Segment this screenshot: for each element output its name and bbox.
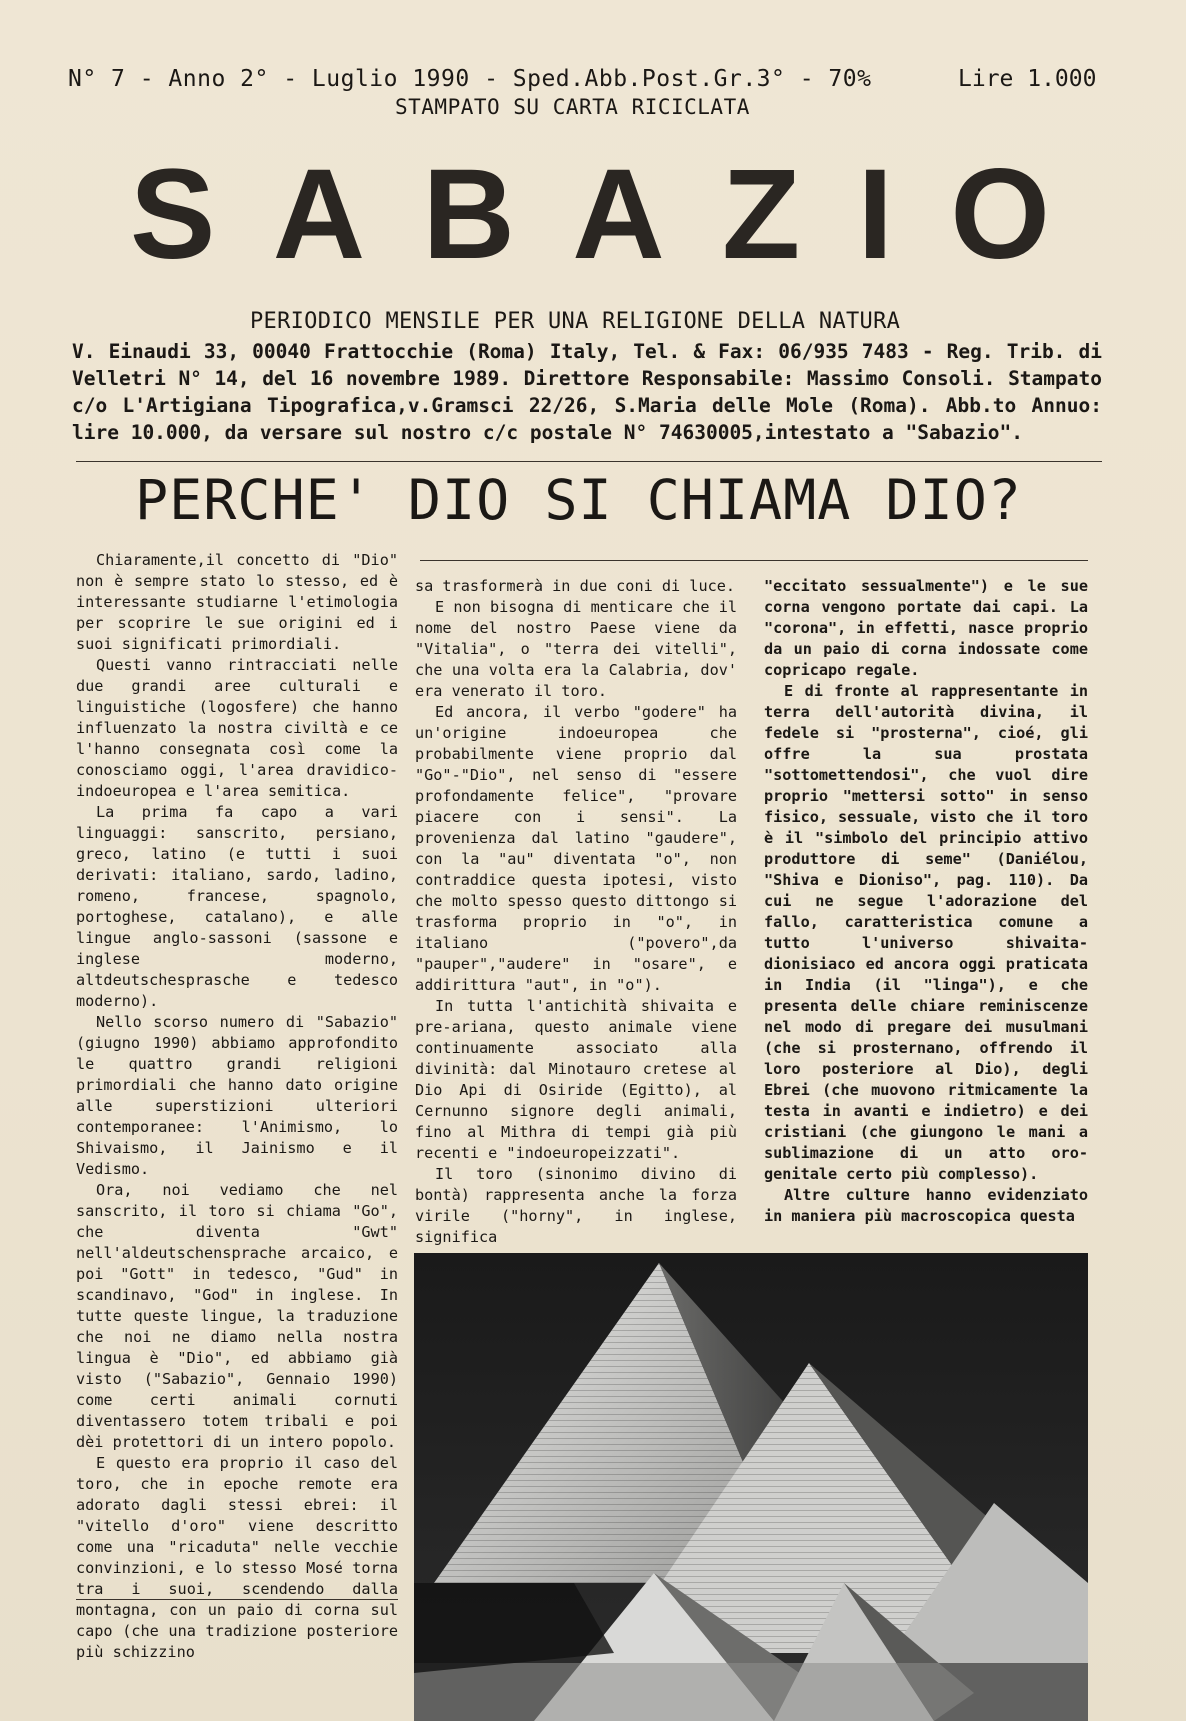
paragraph: E questo era proprio il caso del toro, che in epoche remote era adorato dagli stessi ebrei: il "vitello d'oro" viene descritto come una "ricaduta" nelle vecchie convinzioni, e lo stesso Mosé torna tra i suoi, scendendo dalla montagna, con un paio di corna sul capo (che una tradizione posteriore più schizzino (76, 1454, 398, 1661)
column-top-rule (420, 560, 1088, 561)
masthead-letter: A (272, 143, 366, 286)
paragraph: sa trasformerà in due coni di luce. (415, 577, 736, 595)
column-bottom-rule (76, 1599, 398, 1600)
masthead-letter: I (857, 143, 894, 286)
pyramids-photo (414, 1253, 1088, 1721)
issue-line: N° 7 - Anno 2° - Luglio 1990 - Sped.Abb.Post.Gr.3° - 70% (68, 66, 872, 92)
article-headline: PERCHE' DIO SI CHIAMA DIO? (135, 468, 1022, 532)
article-column-3 (764, 576, 1088, 1227)
price: Lire 1.000 (958, 66, 1097, 92)
paragraph: Chiaramente,il concetto di "Dio" non è sempre stato lo stesso, ed è interessante studiarne l'etimologia per scoprire le sue origini ed i suoi significati primordiali. (76, 551, 398, 653)
paragraph: La prima fa capo a vari linguaggi: sanscrito, persiano, greco, latino (e tutti i suoi derivati: italiano, sardo, ladino, romeno, francese, spagnolo, portoghese, catalano), e alle lingue anglo-sassoni (sassone e inglese moderno, altdeutschesprasche e tedesco moderno). (76, 803, 398, 1010)
paragraph: Ed ancora, il verbo "godere" ha un'origine indoeuropea che probabilmente viene proprio dal "Go"-"Dio", nel senso di "essere profondamente felice", "provare piacere con i sensi". La provenienza dal latino "gaudere", con la "au" diventata "o", non contraddice questa ipotesi, visto che molto spesso questo dittongo si trasforma proprio in "o", in italiano ("povero",da "pauper","audere" in "osare", e addirittura "aut", in "o"). (415, 703, 737, 994)
paragraph: Il toro (sinonimo divino di bontà) rappresenta anche la forza virile ("horny", in inglese, significa (415, 1165, 737, 1246)
publication-info: V. Einaudi 33, 00040 Frattocchie (Roma) Italy, Tel. & Fax: 06/935 7483 - Reg. Trib. di Velletri N° 14, del 16 novembre 1989. Direttore Responsabile: Massimo Consoli. Stampato c/o L'Artigiana Tipografica,v.Gramsci 22/26, S.Maria delle Mole (Roma). Abb.to Annuo: lire 10.000, da versare sul nostro c/c postale N° 74630005,intestato a "Sabazio". (72, 340, 1102, 444)
header-divider (76, 461, 1102, 462)
paragraph: E non bisogna di menticare che il nome del nostro Paese viene da "Vitalia", o "terra dei vitelli", che una volta era la Calabria, dov' era venerato il toro. (415, 598, 737, 700)
recycled-paper-note: STAMPATO SU CARTA RICICLATA (395, 95, 750, 119)
paragraph: Ora, noi vediamo che nel sanscrito, il toro si chiama "Go", che diventa "Gwt" nell'aldeutschensprache arcaico, e poi "Gott" in tedesco, "Gud" in scandinavo, "God" in inglese. In tutte queste lingue, la traduzione che noi ne diamo nella nostra lingua è "Dio", ed abbiamo già visto ("Sabazio", Gennaio 1990) come certi animali cornuti diventassero totem tribali e poi dèi protettori di un intero popolo. (76, 1181, 398, 1451)
paragraph: "eccitato sessualmente") e le sue corna vengono portate dai capi. La "corona", in effetti, nasce proprio da un paio di corna indossate come copricapo regale. (764, 577, 1088, 679)
article-column-2 (415, 576, 737, 1248)
paragraph: Altre culture hanno evidenziato in maniera più macroscopica questa (764, 1186, 1088, 1225)
masthead-letter: Z (722, 143, 801, 286)
paragraph: Questi vanno rintracciati nelle due grandi aree culturali e linguistiche (logosfere) che hanno influenzato la nostra civiltà e ce l'hanno consegnata così come la conosciamo oggi, l'area dravidico-indoeuropea e l'area semitica. (76, 656, 398, 800)
paragraph: E di fronte al rappresentante in terra dell'autorità divina, il fedele si "prosterna", cioé, gli offre la sua prostata "sottomettendosi", che vuol dire proprio "mettersi sotto" in senso fisico, sessuale, visto che il toro è il "simbolo del principio attivo produttore di seme" (Daniélou, "Shiva e Dioniso", pag. 110). Da cui ne segue l'adorazione del fallo, caratteristica comune a tutto l'universo shivaita-dionisiaco ed ancora oggi praticata in India (il "linga"), e che presenta delle chiare reminiscenze nel modo di pregare dei musulmani (che si prosternano, offrendo il loro posteriore al Dio), degli Ebrei (che muovono ritmicamente la testa in avanti e indietro) e dei cristiani (che giungono le mani a sublimazione di un atto oro-genitale certo più complesso). (764, 682, 1088, 1183)
paragraph: Nello scorso numero di "Sabazio" (giugno 1990) abbiamo approfondito le quattro grandi religioni primordiali che hanno dato origine alle superstizioni ulteriori contemporanee: l'Animismo, lo Shivaismo, il Jainismo e il Vedismo. (76, 1013, 398, 1178)
masthead-title (130, 143, 1050, 286)
masthead-letter: S (130, 143, 216, 286)
paragraph: In tutta l'antichità shivaita e pre-ariana, questo animale viene continuamente associato alla divinità: dal Minotauro cretese al Dio Api di Osiride (Egitto), al Cernunno signore degli animali, fino al Mithra di tempi già più recenti e "indoeuropeizzati". (415, 997, 737, 1162)
pyramids-illustration (414, 1253, 1088, 1721)
tagline: PERIODICO MENSILE PER UNA RELIGIONE DELLA NATURA (250, 309, 901, 334)
masthead-letter: O (950, 143, 1050, 286)
masthead-letter: B (422, 143, 515, 286)
masthead-letter: A (572, 143, 665, 286)
article-column-1 (76, 550, 398, 1663)
